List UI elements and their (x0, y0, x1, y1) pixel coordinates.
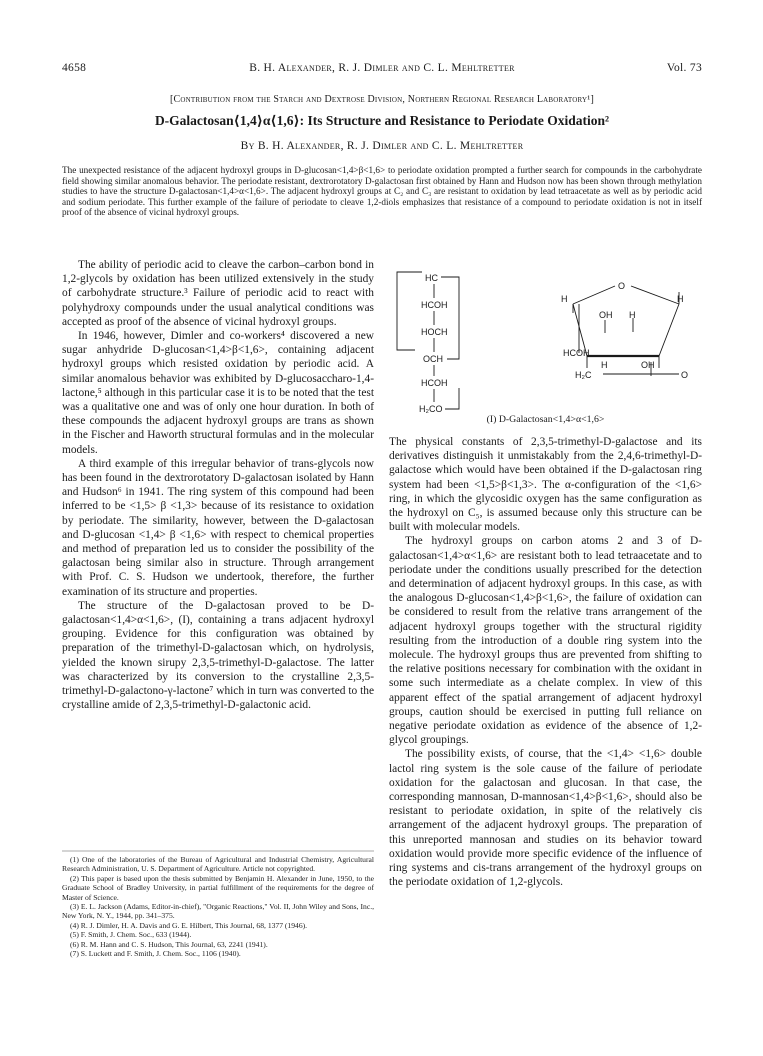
haworth-h-left: H (561, 294, 568, 304)
left-column (62, 258, 374, 713)
article-title: D-Galactosan⟨1,4⟩α⟨1,6⟩: Its Structure and Resistance to Periodate Oxidation² (154, 113, 610, 128)
body-paragraph: The possibility exists, of course, that the <1,4> <1,6> double lactol ring system is the sole cause of the failure of periodate oxidation for the galactosan and glucosan. In that case, the corresponding mannosan, D-mannosan<1,4>β<1,6>, should also be resistant to periodate oxidation, in spite of the relatively cis arrangement of the adjacent hydroxyl groups. The preparation of this unreported mannosan and studies on its behavior toward oxidation would provide more specific evidence of the influence of ring systems and cis-trans arrangement of the hydroxyl groups on the periodate oxidation of 1,2-glycols. (389, 748, 702, 889)
haworth-ring (573, 286, 679, 376)
page-number: 4658 (62, 62, 87, 74)
right-column (389, 435, 702, 890)
haworth-h-lower: H (601, 360, 608, 370)
fischer-c4: OCH (423, 354, 443, 364)
haworth-h2c: H₂C (575, 370, 592, 380)
running-head-authors: B. H. Alexander, R. J. Dimler and C. L. Mehltretter (249, 62, 515, 74)
structure-caption: (I) D-Galactosan<1,4>α<1,6> (486, 414, 605, 425)
fischer-bonds (397, 272, 459, 409)
byline: By B. H. Alexander, R. J. Dimler and C. L. Mehltretter (240, 140, 524, 152)
fischer-c3: HOCH (421, 327, 448, 337)
footnote: (5) F. Smith, J. Chem. Soc., 633 (1944). (70, 930, 192, 940)
fischer-c6: H₂CO (419, 404, 443, 414)
fischer-c1: HC (425, 273, 438, 283)
haworth-h-mid: H (629, 310, 636, 320)
abstract: The unexpected resistance of the adjacent hydroxyl groups in D-glucosan<1,4>β<1,6> to periodate oxidation prompted a further search for compounds in the carbohydrate field showing similar anomalous behavior. The periodate resistant, dextrorotatory D-galactosan first obtained by Hann and Hudson now has been shown through methylation studies to have the structure D-galactosan<1,4>α<1,6>. The adjacent hydroxyl groups at C₂ and C₃ are resistant to oxidation by lead tetraacetate as well as by periodic acid and sodium periodate. This further example of the failure of periodate to cleave 1,2-diols emphasizes that resistance of a compound to periodate oxidation is not in itself proof of the absence of vicinal hydroxyl groups. (62, 165, 702, 218)
fischer-projection (419, 273, 448, 414)
footnote: (4) R. J. Dimler, H. A. Davis and G. E. Hilbert, This Journal, 68, 1377 (1946). (70, 920, 308, 930)
haworth-oh-lower: OH (641, 360, 655, 370)
body-paragraph: The physical constants of 2,3,5-trimethyl-D-galactose and its derivatives distinguish it unmistakably from the 2,4,6-trimethyl-D-galactose which would have been obtained if the D-galactosan ring system had been <1,5>β<1,3>. The α-configuration of the <1,6> ring, in which the glycosidic oxygen has the same configuration as the hydroxyl on C₅, is assumed because only this structure can be built with molecular models. (389, 436, 702, 534)
footnote: (7) S. Luckett and F. Smith, J. Chem. Soc., 1106 (1940). (70, 949, 241, 959)
haworth-hcoh: HCOH (563, 348, 590, 358)
contribution-line: [Contribution from the Starch and Dextrose Division, Northern Regional Research Laboratory¹] (170, 94, 594, 105)
haworth-bridge-oxygen: O (681, 370, 689, 380)
body-paragraph: The structure of the D-galactosan proved to be D-galactosan<1,4>α<1,6>, (I), containing a trans adjacent hydroxyl grouping. Evidence for this configuration was obtained by preparation of the trimethyl-D-galactosan which, on hydrolysis, yielded the known sirupy 2,3,5-trimethyl-D-galactose. The latter was characterized by its conversion to the crystalline 2,3,5-trimethyl-D-galactono-γ-lactone⁷ which in turn was converted to the crystalline amide of 2,3,5-trimethyl-D-galactonic acid. (62, 599, 374, 712)
body-paragraph: A third example of this irregular behavior of trans-glycols now has been found in the dextrorotatory D-galactosan isolated by Hann and Hudson⁶ in 1941. The ring system of this compound had been inferred to be <1,5> β <1,3> because of its resistance to oxidation by periodate. The similarity, however, between the D-galactosan and D-glucosan <1,4> β <1,6> with respect to chemical properties and method of preparation led us to consider the possibility of the galactosan being similar also in structure. Through arrangement with Prof. C. S. Hudson we undertook, therefore, the further examination of its structure and properties. (62, 457, 374, 598)
haworth-ring-oxygen: O (618, 281, 626, 291)
chemical-structure (389, 258, 702, 418)
body-paragraph: The hydroxyl groups on carbon atoms 2 and 3 of D-galactosan<1,4>α<1,6> are resistant both to lead tetraacetate and to periodate under the conditions usually prescribed for the detection and determination of adjacent hydroxyl groups. In this case, as with the analogous D-glucosan<1,4>β<1,6>, the failure of oxidation can be considered to result from the relative trans arrangement of the adjacent hydroxyl groups together with the structural rigidity resulting from the introduction of a double ring system into the molecule. The hydroxyl groups thus are prevented from shifting to the relative positions necessary for combination with the oxidant in some such intermediate as a chelate complex. In view of this apparent effect of the spatial arrangement of adjacent hydroxyl groups, caution should be exercised in putting full reliance on negative periodate oxidation as evidence of the absence of 1,2-glycol groupings. (389, 535, 702, 747)
volume-label: Vol. 73 (666, 62, 702, 74)
footnotes (62, 855, 374, 958)
body-paragraph: The ability of periodic acid to cleave the carbon–carbon bond in 1,2-glycols by oxidation has been utilized extensively in the study of carbohydrate structure.³ Failure of periodic acid to react with polyhydroxy compounds under the usual analytical conditions was accepted as proof of the absence of vicinal hydroxyl groups. (62, 259, 374, 328)
footnote-rule (62, 850, 374, 852)
fischer-c2: HCOH (421, 300, 448, 310)
haworth-oh-upper: OH (599, 310, 613, 320)
body-paragraph: In 1946, however, Dimler and co-workers⁴ discovered a new sugar anhydride D-glucosan<1,4>β<1,6>, containing adjacent hydroxyl groups which resisted oxidation by periodic acid. A similar anomalous behavior was exhibited by D-glucosaccharo-1,4-lactone,⁵ although in this particular case it is to be noted that the test was a qualitative one and was of only one hour duration. In both of these compounds the adjacent hydroxyl groups are trans as shown in the Fischer and Haworth structural formulas and in the molecular models. (62, 330, 374, 456)
haworth-h-right: H (677, 294, 684, 304)
footnote: (6) R. M. Hann and C. S. Hudson, This Journal, 63, 2241 (1941). (70, 939, 268, 949)
fischer-c5: HCOH (421, 378, 448, 388)
footnote: (1) One of the laboratories of the Bureau of Agricultural and Industrial Chemistry, Agricultural Research Administration, U. S. Department of Agriculture. Article not copyrighted. (62, 855, 374, 874)
footnote: (3) E. L. Jackson (Adams, Editor-in-chief), "Organic Reactions," Vol. II, John Wiley and Sons, Inc., New York, N. Y., 1944, pp. 341–375. (62, 902, 374, 921)
running-head (62, 62, 702, 76)
footnote: (2) This paper is based upon the thesis submitted by Benjamin H. Alexander in June, 1950, to the Graduate School of Bradley University, in partial fulfillment of the requirements for the degree of Master of Science. (62, 873, 374, 902)
